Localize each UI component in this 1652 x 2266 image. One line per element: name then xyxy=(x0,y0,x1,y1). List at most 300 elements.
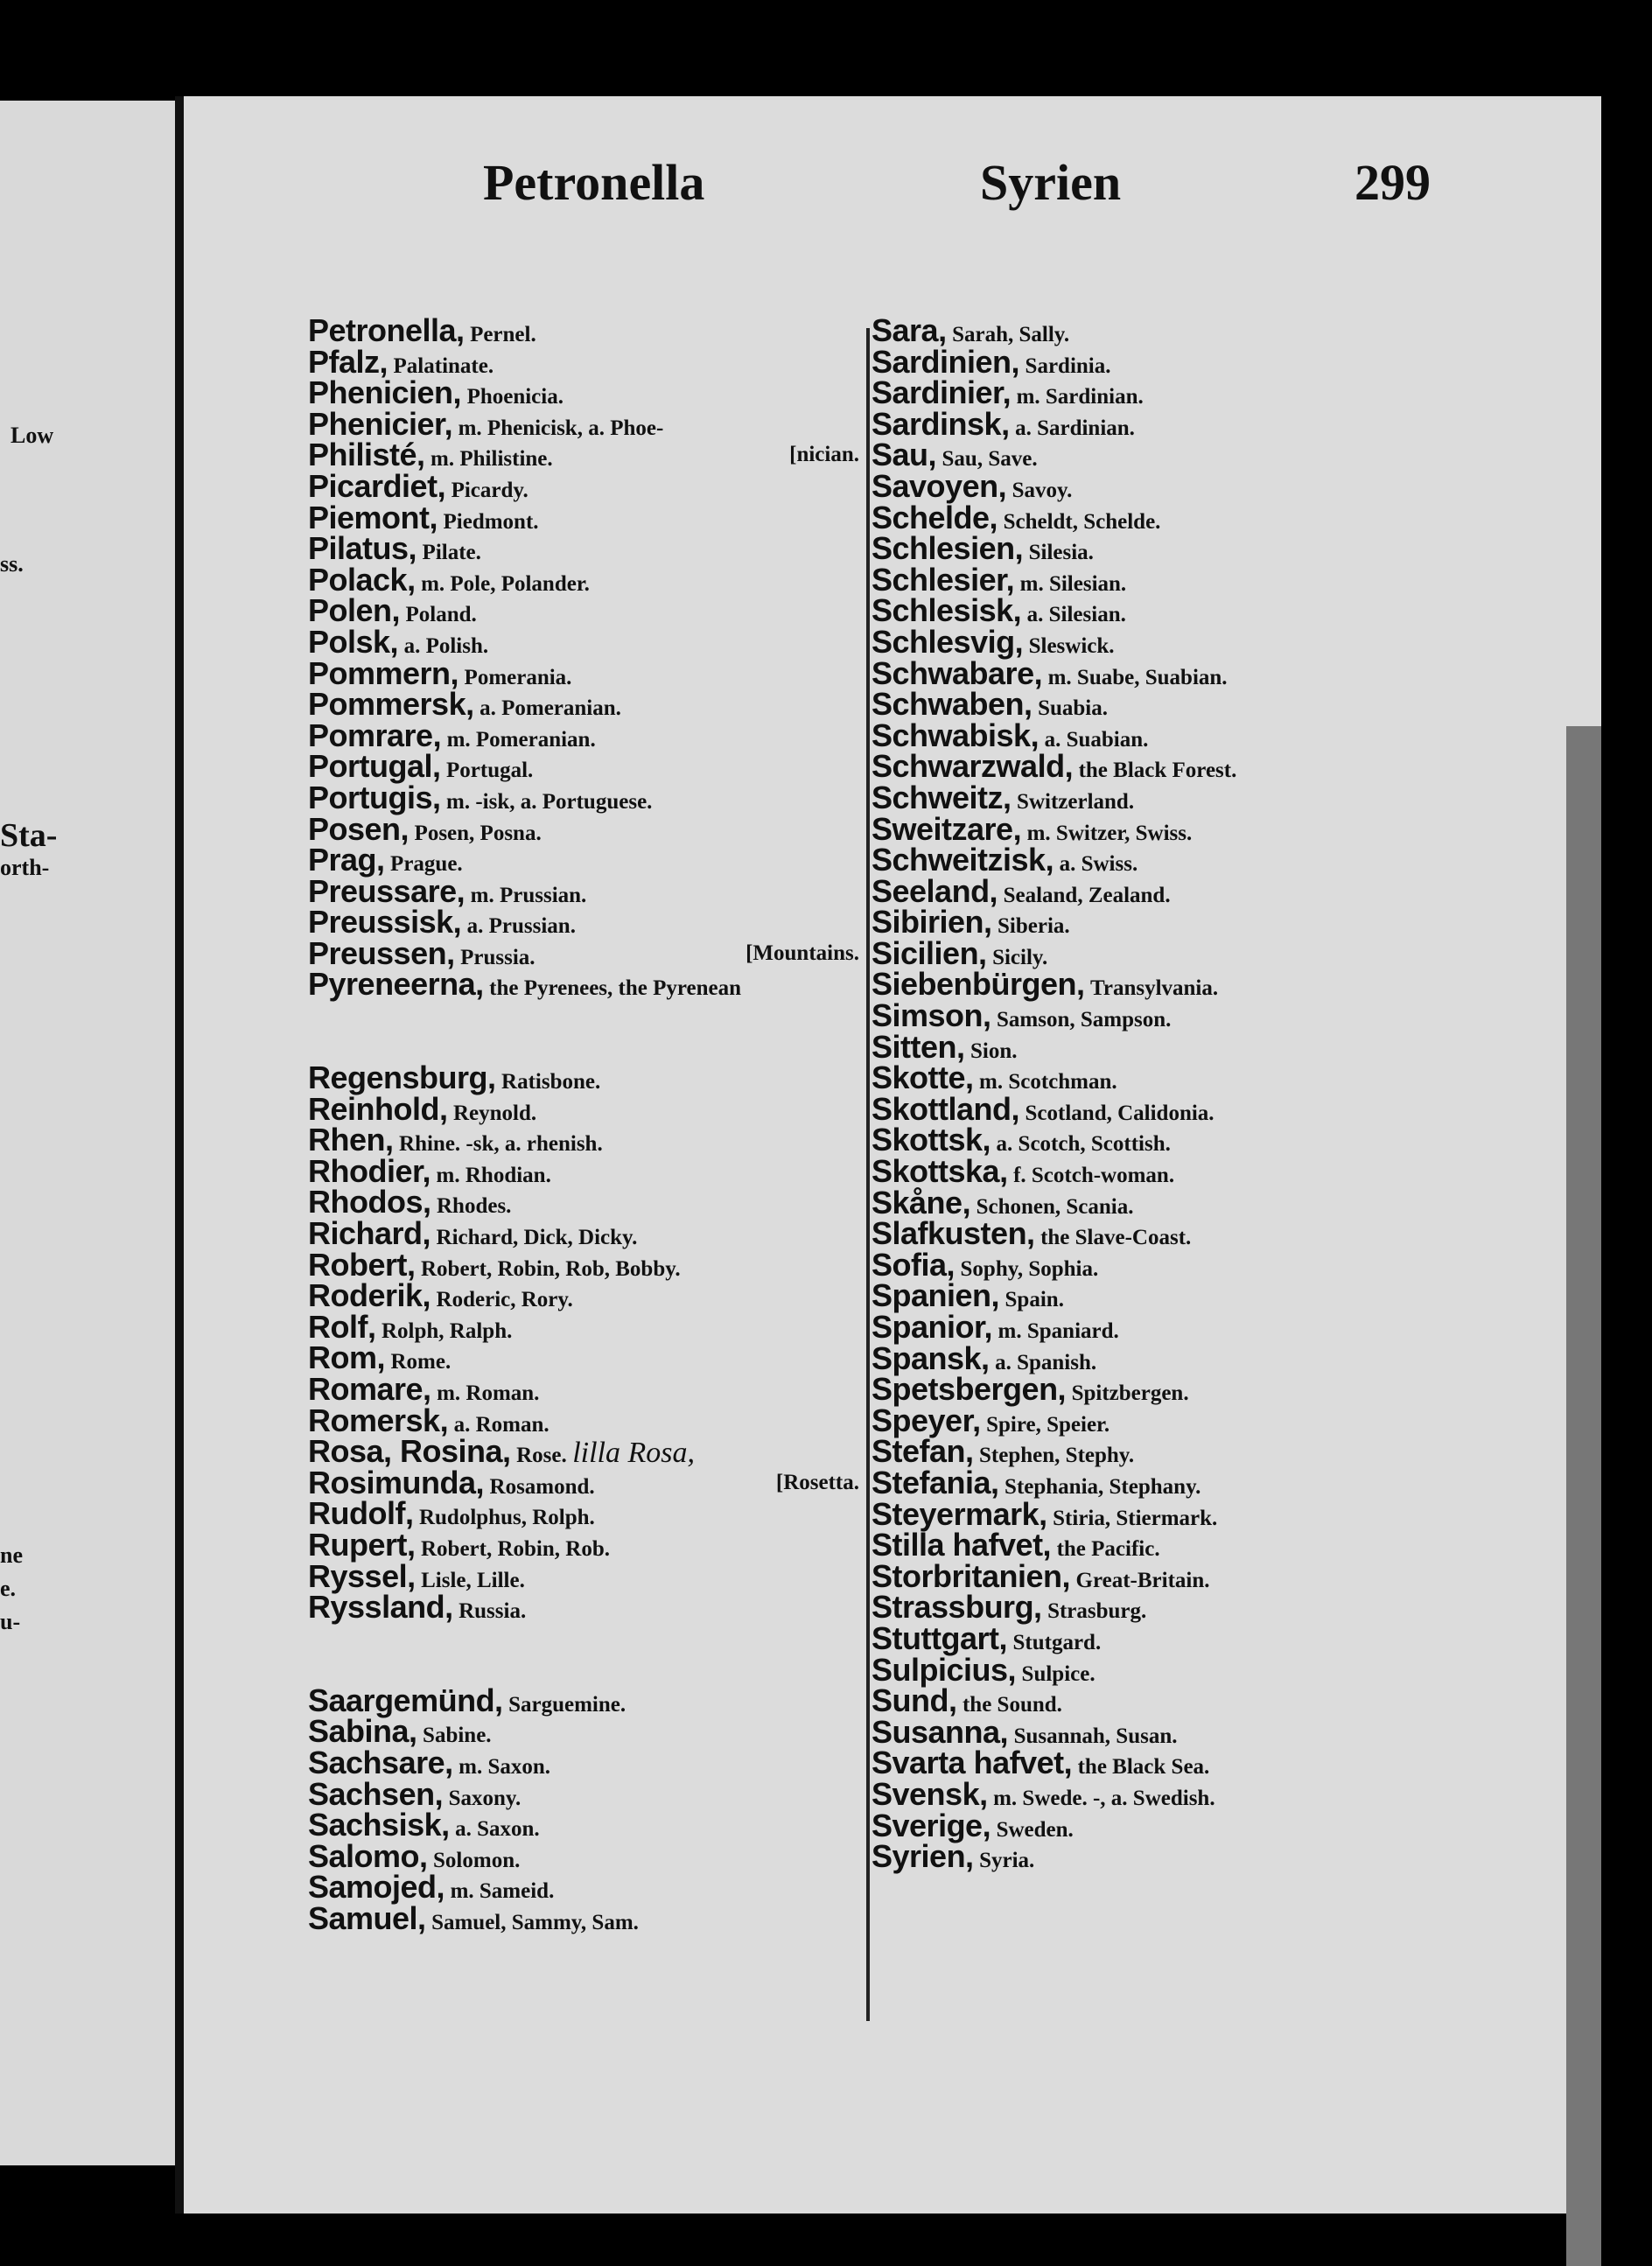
previous-page-edge xyxy=(0,101,180,2165)
entry-gloss: Switzerland. xyxy=(1017,789,1135,814)
dictionary-entry xyxy=(308,1277,859,1314)
entry-gloss: the Sound. xyxy=(962,1693,1062,1717)
entry-gloss: the Black Forest. xyxy=(1078,759,1237,783)
entry-headword: Sachsisk, xyxy=(308,1807,450,1843)
entry-headword: Richard, xyxy=(308,1215,431,1252)
entry-headword: Savoyen, xyxy=(872,467,1007,504)
dictionary-entry xyxy=(872,374,1414,411)
entry-gloss: a. Sardinian. xyxy=(1015,416,1135,440)
dictionary-entry xyxy=(872,1371,1414,1408)
entry-gloss: the Pyrenees, the Pyrenean xyxy=(489,976,742,1001)
entry-gloss: Palatinate. xyxy=(393,353,494,378)
entry-headword: Preussare, xyxy=(308,872,466,909)
dictionary-entry xyxy=(308,1464,859,1500)
page-fragment: ne xyxy=(0,1542,23,1568)
entry-headword: Steyermark, xyxy=(872,1495,1047,1532)
section-gap xyxy=(308,1623,859,1685)
entry-gloss: Lisle, Lille. xyxy=(421,1568,525,1592)
dictionary-entry xyxy=(872,1619,1414,1656)
entry-gloss: m. Sameid. xyxy=(450,1879,555,1904)
entry-gloss: Roderic, Rory. xyxy=(436,1288,573,1312)
dictionary-entry xyxy=(308,1557,859,1594)
dictionary-entry xyxy=(308,1526,859,1563)
dictionary-entry xyxy=(872,1339,1414,1376)
entry-gloss: Rose. xyxy=(516,1444,567,1468)
dictionary-entry xyxy=(308,1215,859,1252)
dictionary-entry xyxy=(308,1371,859,1407)
dictionary-entry xyxy=(308,1339,859,1376)
dictionary-entry xyxy=(872,467,1414,504)
entry-gloss: Posen, Posna. xyxy=(414,821,542,845)
entry-headword: Schlesvig, xyxy=(872,623,1024,660)
entry-headword: Rolf, xyxy=(308,1308,376,1345)
entry-gloss: Spitzbergen. xyxy=(1071,1381,1189,1406)
entry-headword: Rudolf, xyxy=(308,1495,414,1532)
entry-headword: Schwabare, xyxy=(872,654,1043,691)
entry-headword: Rupert, xyxy=(308,1526,416,1563)
entry-gloss: a. Suabian. xyxy=(1044,727,1149,752)
dictionary-entry xyxy=(872,1807,1414,1843)
entry-headword: Sweitzare, xyxy=(872,810,1022,847)
dictionary-entry xyxy=(872,997,1414,1034)
entry-headword: Sara, xyxy=(872,312,947,348)
dictionary-entry xyxy=(308,1495,859,1532)
entry-gloss: Sicily. xyxy=(992,945,1048,969)
entry-gloss: m. Philistine. xyxy=(430,447,553,472)
entry-gloss: Stephen, Stephy. xyxy=(979,1444,1135,1468)
entry-headword: Skottska, xyxy=(872,1153,1008,1190)
dictionary-entry xyxy=(872,1090,1414,1127)
entry-gloss: m. Phenicisk, a. Phoe- xyxy=(458,416,664,440)
entry-gloss: Pilate. xyxy=(422,541,481,565)
dictionary-entry xyxy=(872,1402,1414,1438)
entry-gloss: Schonen, Scania. xyxy=(976,1194,1134,1219)
entry-gloss: the Pacific. xyxy=(1056,1537,1160,1562)
entry-headword: Sitten, xyxy=(872,1028,965,1065)
entry-gloss: m. Silesian. xyxy=(1019,571,1127,596)
entry-headword: Skotte, xyxy=(872,1060,974,1096)
entry-gloss: m. Sardinian. xyxy=(1016,385,1144,409)
entry-headword: Schwarzwald, xyxy=(872,748,1074,785)
dictionary-entry xyxy=(872,934,1414,971)
entry-gloss: Scotland, Calidonia. xyxy=(1025,1101,1214,1125)
entry-headword: Stuttgart, xyxy=(872,1619,1007,1656)
dictionary-entry xyxy=(872,1495,1414,1532)
entry-gloss: the Slave-Coast. xyxy=(1040,1226,1192,1250)
entry-headword: Stilla hafvet, xyxy=(872,1527,1052,1563)
dictionary-entry xyxy=(308,530,859,567)
entry-gloss: Great-Britain. xyxy=(1075,1568,1210,1592)
entry-headword: Pyreneerna, xyxy=(308,966,484,1003)
entry-gloss: Stephania, Stephany. xyxy=(1004,1474,1201,1499)
entry-headword: Rom, xyxy=(308,1339,385,1376)
entry-headword: Phenicier, xyxy=(308,405,453,442)
page-fragment: ss. xyxy=(0,551,24,577)
entry-headword: Sund, xyxy=(872,1682,957,1719)
entry-headword: Sibirien, xyxy=(872,904,992,941)
entry-gloss: Rhodes. xyxy=(436,1194,512,1219)
entry-gloss: a. Pomeranian. xyxy=(480,696,621,721)
entry-gloss: Picardy. xyxy=(451,478,528,502)
page-fragment: orth- xyxy=(0,855,50,880)
entry-headword: Strassburg, xyxy=(872,1589,1042,1626)
entry-headword: Schweitz, xyxy=(872,779,1012,815)
dictionary-entry xyxy=(872,312,1414,348)
dictionary-entry xyxy=(308,904,859,941)
entry-gloss: m. -isk, a. Portuguese. xyxy=(446,789,653,814)
entry-gloss: the Black Sea. xyxy=(1077,1755,1210,1780)
entry-headword: Schlesien, xyxy=(872,530,1024,567)
entry-gloss: Transylvania. xyxy=(1090,976,1219,1001)
entry-headword: Polsk, xyxy=(308,623,399,660)
dictionary-entry xyxy=(308,1713,859,1750)
left-column xyxy=(308,312,859,1936)
entry-headword: Preussisk, xyxy=(308,904,462,941)
dictionary-entry xyxy=(872,1775,1414,1812)
entry-headword: Sachsen, xyxy=(308,1775,444,1812)
binding-shadow xyxy=(1566,726,1601,2266)
entry-headword: Saargemünd, xyxy=(308,1682,503,1718)
dictionary-entry xyxy=(872,1589,1414,1626)
entry-headword: Susanna, xyxy=(872,1713,1009,1750)
dictionary-entry xyxy=(308,654,859,691)
entry-gloss: a. Swiss. xyxy=(1059,852,1138,877)
dictionary-entry xyxy=(308,1682,859,1718)
entry-headword: Schelde, xyxy=(872,499,998,535)
entry-headword: Sulpicius, xyxy=(872,1651,1017,1688)
dictionary-entry xyxy=(308,1869,859,1906)
entry-gloss: Rosamond. xyxy=(489,1474,595,1499)
dictionary-entry xyxy=(308,1433,859,1470)
dictionary-entry xyxy=(308,343,859,380)
entry-gloss: Piedmont. xyxy=(443,509,539,534)
dictionary-entry xyxy=(308,810,859,847)
section-gap xyxy=(308,1000,859,1062)
entry-headword: Pilatus, xyxy=(308,530,417,567)
dictionary-entry xyxy=(308,966,859,1003)
entry-continuation-note: [nician. xyxy=(789,443,859,467)
dictionary-entry xyxy=(872,1153,1414,1190)
entry-gloss: Poland. xyxy=(405,603,477,627)
entry-gloss: Sardinia. xyxy=(1025,353,1111,378)
dictionary-entry xyxy=(308,1124,859,1156)
entry-gloss: Stutgard. xyxy=(1012,1630,1102,1654)
dictionary-entry xyxy=(872,1215,1414,1252)
entry-gloss: Scheldt, Schelde. xyxy=(1003,509,1161,534)
dictionary-entry xyxy=(872,904,1414,941)
entry-gloss: Pernel. xyxy=(470,323,536,346)
entry-headword: Pommern, xyxy=(308,654,459,691)
dictionary-entry xyxy=(872,779,1414,815)
entry-headword: Schlesisk, xyxy=(872,592,1022,629)
entry-gloss: Prussia. xyxy=(460,945,536,969)
entry-gloss: m. Suabe, Suabian. xyxy=(1047,665,1228,689)
dictionary-entry xyxy=(872,844,1414,876)
entry-gloss: Spain. xyxy=(1004,1288,1064,1312)
entry-gloss: m. Prussian. xyxy=(470,883,587,907)
dictionary-entry xyxy=(872,561,1414,598)
entry-gloss: Russia. xyxy=(458,1599,527,1624)
dictionary-entry xyxy=(308,467,859,504)
entry-gloss: a. Saxon. xyxy=(455,1817,540,1842)
entry-gloss: Sau, Save. xyxy=(942,447,1038,472)
dictionary-entry xyxy=(308,1899,859,1936)
entry-gloss: Robert, Robin, Rob, Bobby. xyxy=(421,1256,681,1281)
entry-gloss: Sulpice. xyxy=(1021,1661,1096,1686)
entry-headword: Romare, xyxy=(308,1371,431,1407)
entry-headword: Sau, xyxy=(872,437,937,473)
entry-headword: Stefan, xyxy=(872,1433,974,1470)
dictionary-entry xyxy=(872,623,1414,660)
dictionary-entry xyxy=(872,1682,1414,1719)
page-fragment: e. xyxy=(0,1576,17,1601)
entry-gloss: Rhine. -sk, a. rhenish. xyxy=(399,1132,603,1157)
page-fragment: Sta- xyxy=(0,817,58,854)
entry-gloss: a. Spanish. xyxy=(995,1350,1097,1374)
dictionary-entry xyxy=(872,686,1414,723)
entry-headword: Spanien, xyxy=(872,1277,1000,1314)
right-column xyxy=(872,312,1414,1875)
entry-gloss: Silesia. xyxy=(1028,541,1094,565)
entry-headword: Spansk, xyxy=(872,1339,990,1376)
entry-gloss: Robert, Robin, Rob. xyxy=(421,1536,610,1561)
entry-gloss: Samson, Sampson. xyxy=(997,1008,1172,1032)
dictionary-entry xyxy=(308,1308,859,1345)
entry-headword: Skåne, xyxy=(872,1184,971,1220)
dictionary-entry xyxy=(872,810,1414,847)
dictionary-entry xyxy=(872,343,1414,380)
entry-italic-gloss: lilla Rosa, xyxy=(572,1437,695,1470)
entry-gloss: Suabia. xyxy=(1038,696,1108,721)
entry-gloss: Sweden. xyxy=(996,1817,1074,1842)
entry-headword: Sabina, xyxy=(308,1713,417,1750)
entry-gloss: Samuel, Sammy, Sam. xyxy=(431,1910,639,1934)
dictionary-entry xyxy=(872,439,1414,471)
entry-headword: Sicilien, xyxy=(872,934,987,971)
entry-gloss: Richard, Dick, Dicky. xyxy=(436,1226,638,1250)
entry-headword: Spanior, xyxy=(872,1309,993,1345)
dictionary-entry xyxy=(872,966,1414,1003)
dictionary-entry xyxy=(308,312,859,348)
dictionary-entry xyxy=(872,530,1414,567)
dictionary-entry xyxy=(872,1246,1414,1283)
dictionary-entry xyxy=(872,1184,1414,1220)
dictionary-entry xyxy=(872,654,1414,691)
dictionary-entry xyxy=(308,592,859,629)
page-fragment: Low xyxy=(10,423,54,448)
entry-headword: Phenicien, xyxy=(308,374,462,411)
entry-headword: Sardinier, xyxy=(872,374,1012,411)
entry-headword: Salomo, xyxy=(308,1837,428,1874)
page-fragment: u- xyxy=(0,1609,21,1634)
entry-headword: Ryssland, xyxy=(308,1589,453,1626)
running-head-right: Syrien xyxy=(980,154,1122,211)
entry-headword: Posen, xyxy=(308,810,410,847)
entry-gloss: Reynold. xyxy=(453,1101,537,1125)
entry-gloss: m. Spaniard. xyxy=(998,1319,1119,1343)
entry-headword: Speyer, xyxy=(872,1402,981,1438)
dictionary-entry xyxy=(872,1433,1414,1470)
entry-headword: Skottsk, xyxy=(872,1122,991,1158)
entry-gloss: Savoy. xyxy=(1012,478,1073,502)
entry-gloss: Sabine. xyxy=(423,1724,492,1748)
entry-gloss: Sleswick. xyxy=(1028,633,1115,658)
entry-headword: Syrien, xyxy=(872,1838,974,1875)
entry-headword: Samojed, xyxy=(308,1869,445,1906)
dictionary-entry xyxy=(872,405,1414,442)
dictionary-entry xyxy=(872,1028,1414,1065)
entry-gloss: a. Silesian. xyxy=(1026,603,1126,627)
entry-gloss: Solomon. xyxy=(433,1848,521,1872)
entry-headword: Robert, xyxy=(308,1246,416,1283)
dictionary-entry xyxy=(308,934,859,971)
entry-headword: Reinhold, xyxy=(308,1090,448,1127)
entry-headword: Sofia, xyxy=(872,1246,956,1283)
entry-gloss: m. Rhodian. xyxy=(436,1163,551,1187)
dictionary-entry xyxy=(872,1124,1414,1156)
dictionary-entry xyxy=(308,1246,859,1283)
dictionary-entry xyxy=(872,1277,1414,1314)
entry-headword: Schlesier, xyxy=(872,561,1015,598)
entry-gloss: m. Saxon. xyxy=(458,1754,551,1779)
entry-gloss: m. Roman. xyxy=(437,1381,540,1405)
entry-headword: Rhodier, xyxy=(308,1152,431,1189)
entry-gloss: m. Pomeranian. xyxy=(446,727,596,752)
entry-gloss: Rudolphus, Rolph. xyxy=(418,1506,595,1530)
dictionary-entry xyxy=(872,592,1414,629)
dictionary-entry xyxy=(308,844,859,876)
dictionary-entry xyxy=(308,1837,859,1874)
dictionary-entry xyxy=(308,623,859,660)
entry-headword: Rhen, xyxy=(308,1122,394,1158)
entry-gloss: Susannah, Susan. xyxy=(1013,1724,1178,1748)
entry-headword: Svensk, xyxy=(872,1775,988,1812)
entry-gloss: Sophy, Sophia. xyxy=(960,1256,1099,1281)
entry-headword: Romersk, xyxy=(308,1402,449,1438)
entry-headword: Schwaben, xyxy=(872,686,1032,723)
entry-gloss: Pomerania. xyxy=(464,665,572,689)
entry-headword: Stefania, xyxy=(872,1464,999,1500)
column-divider xyxy=(866,328,870,2021)
dictionary-entry xyxy=(872,717,1414,753)
dictionary-entry xyxy=(872,748,1414,785)
entry-headword: Storbritanien, xyxy=(872,1557,1071,1594)
entry-gloss: m. Pole, Polander. xyxy=(421,571,590,596)
dictionary-entry xyxy=(308,1809,859,1841)
dictionary-entry xyxy=(872,1747,1414,1779)
entry-headword: Roderik, xyxy=(308,1277,431,1314)
entry-gloss: m. Scotchman. xyxy=(979,1070,1117,1095)
entry-headword: Picardiet, xyxy=(308,467,446,504)
entry-gloss: a. Polish. xyxy=(403,633,489,658)
dictionary-entry xyxy=(872,1464,1414,1500)
entry-headword: Svarta hafvet, xyxy=(872,1745,1073,1781)
dictionary-entry xyxy=(872,1713,1414,1750)
entry-gloss: Syria. xyxy=(979,1849,1035,1873)
dictionary-entry xyxy=(308,1152,859,1189)
entry-gloss: Strasburg. xyxy=(1047,1599,1147,1624)
entry-gloss: a. Roman. xyxy=(453,1412,550,1437)
entry-headword: Rosa, Rosina, xyxy=(308,1433,511,1470)
entry-headword: Pomrare, xyxy=(308,717,442,753)
dictionary-entry xyxy=(308,779,859,815)
entry-gloss: Rome. xyxy=(390,1350,452,1374)
page-number: 299 xyxy=(1354,154,1431,211)
entry-headword: Spetsbergen, xyxy=(872,1371,1067,1408)
entry-headword: Schwabisk, xyxy=(872,717,1040,753)
dictionary-entry xyxy=(872,872,1414,909)
dictionary-entry xyxy=(872,1311,1414,1343)
entry-gloss: Prague. xyxy=(390,852,463,877)
entry-gloss: Ratisbone. xyxy=(501,1070,601,1095)
dictionary-entry xyxy=(872,1062,1414,1094)
entry-headword: Regensburg, xyxy=(308,1060,496,1096)
dictionary-entry xyxy=(872,1529,1414,1561)
entry-headword: Simson, xyxy=(872,997,991,1034)
entry-continuation-note: [Rosetta. xyxy=(775,1470,859,1494)
entry-headword: Pommersk, xyxy=(308,686,474,723)
entry-gloss: a. Scotch, Scottish. xyxy=(996,1132,1171,1157)
entry-headword: Polack, xyxy=(308,561,416,598)
entry-gloss: Sion. xyxy=(970,1039,1018,1063)
dictionary-entry xyxy=(308,374,859,411)
entry-headword: Samuel, xyxy=(308,1899,426,1936)
entry-gloss: m. Swede. -, a. Swedish. xyxy=(993,1786,1215,1810)
entry-headword: Philisté, xyxy=(308,437,425,473)
dictionary-entry xyxy=(308,686,859,723)
running-head-left: Petronella xyxy=(483,154,705,211)
dictionary-entry xyxy=(308,405,859,442)
entry-headword: Rhodos, xyxy=(308,1184,431,1220)
dictionary-entry xyxy=(308,1775,859,1812)
entry-gloss: Saxony. xyxy=(448,1786,522,1810)
entry-gloss: Stiria, Stiermark. xyxy=(1053,1506,1218,1530)
dictionary-entry xyxy=(872,1651,1414,1688)
entry-gloss: Sarah, Sally. xyxy=(952,323,1070,346)
entry-headword: Polen, xyxy=(308,592,401,629)
entry-headword: Piemont, xyxy=(308,499,438,535)
entry-gloss: Sealand, Zealand. xyxy=(1003,883,1171,907)
dictionary-entry xyxy=(308,1589,859,1626)
entry-headword: Preussen, xyxy=(308,934,455,971)
entry-headword: Rosimunda, xyxy=(308,1464,485,1500)
dictionary-entry xyxy=(872,1557,1414,1594)
dictionary-entry xyxy=(308,717,859,753)
entry-gloss: f. Scotch-woman. xyxy=(1013,1164,1175,1188)
dictionary-entry xyxy=(872,1838,1414,1875)
entry-gloss: Sarguemine. xyxy=(508,1692,626,1717)
dictionary-entry xyxy=(308,1062,859,1094)
entry-headword: Sardinsk, xyxy=(872,405,1010,442)
dictionary-entry xyxy=(308,872,859,909)
entry-gloss: m. Switzer, Swiss. xyxy=(1026,821,1193,845)
dictionary-entry xyxy=(308,561,859,598)
entry-headword: Sverige, xyxy=(872,1807,991,1843)
entry-headword: Petronella, xyxy=(308,312,465,348)
dictionary-entry xyxy=(308,748,859,785)
entry-gloss: Phoenicia. xyxy=(466,385,564,409)
dictionary-entry xyxy=(308,439,859,471)
entry-headword: Siebenbürgen, xyxy=(872,966,1085,1003)
entry-headword: Seeland, xyxy=(872,872,998,909)
entry-headword: Portugis, xyxy=(308,779,441,815)
entry-gloss: Rolph, Ralph. xyxy=(381,1318,513,1343)
entry-headword: Slafkusten, xyxy=(872,1215,1035,1252)
entry-headword: Schweitzisk, xyxy=(872,842,1054,878)
entry-headword: Skottland, xyxy=(872,1090,1020,1127)
dictionary-entry xyxy=(308,1744,859,1780)
entry-gloss: Spire, Speier. xyxy=(986,1412,1110,1437)
